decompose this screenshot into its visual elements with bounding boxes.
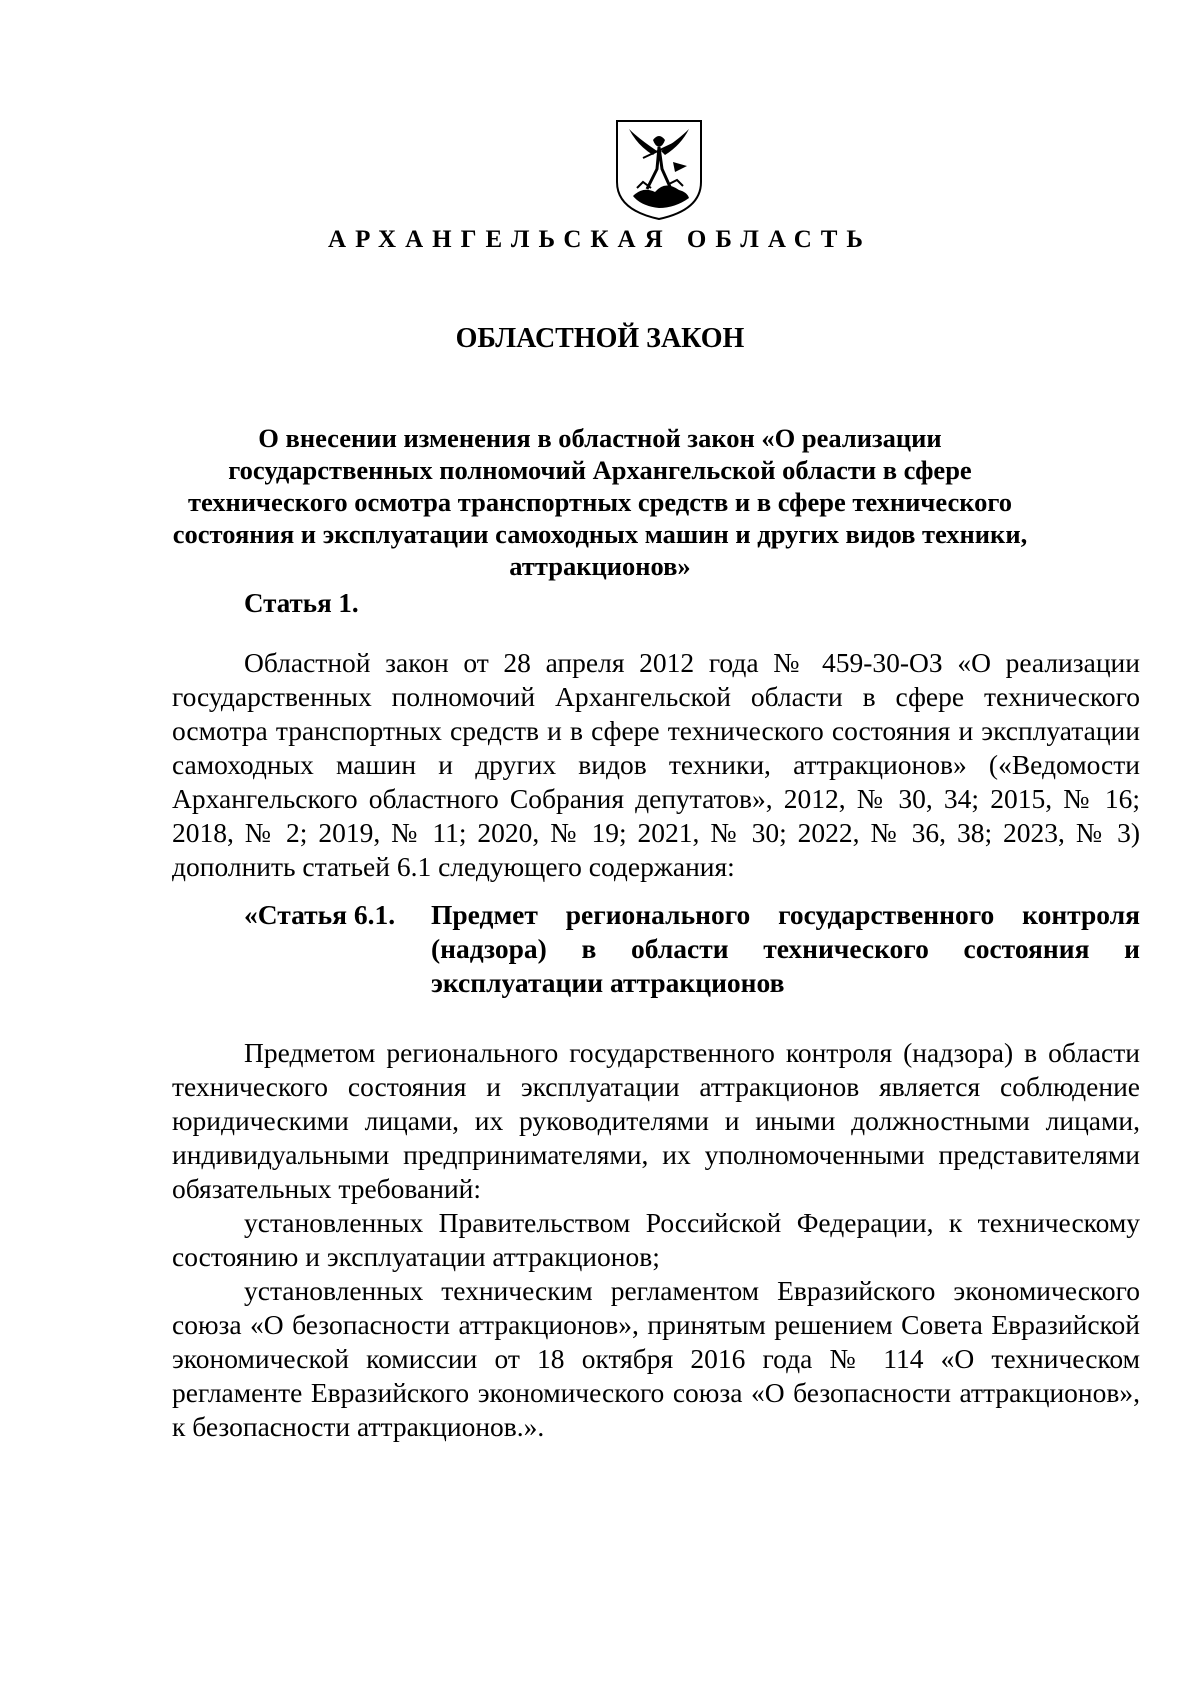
- new-article-title: Предмет регионального государственного контроля (надзора) в области технического состояния и эксплуатации аттракционов: [431, 899, 1140, 998]
- archangel-coat-of-arms-icon: [613, 118, 705, 222]
- new-article-paragraph: установленных техническим регламентом Евразийского экономического союза «О безопасности аттракционов», принятым решением Совета Евразийской экономической комиссии от 18 октября 2016 года № 114 «О техническом регламенте Евразийского экономического союза «О безопасности аттракционов», к безопасности аттракционов.».: [172, 1275, 1140, 1442]
- document-type: ОБЛАСТНОЙ ЗАКОН: [455, 323, 745, 354]
- new-article-paragraph: Предметом регионального государственного контроля (надзора) в области технического состояния и эксплуатации аттракционов является соблюдение юридическими лицами, их руководителями и иными должностными лицами, индивидуальными предпринимателями, их уполномоченными представителями обязательных требований:: [172, 1037, 1140, 1204]
- new-article-paragraph: установленных Правительством Российской Федерации, к техническому состоянию и эксплуатации аттракционов;: [172, 1207, 1140, 1272]
- article-1-body: [172, 646, 1140, 884]
- new-article-number: «Статья 6.1.: [244, 899, 396, 930]
- region-name: АРХАНГЕЛЬСКАЯ ОБЛАСТЬ: [328, 226, 872, 253]
- article-1-paragraph: Областной закон от 28 апреля 2012 года № 459-30-ОЗ «О реализации государственных полномочий Архангельской области в сфере технического осмотра транспортных средств и в сфере технического состояния и эксплуатации самоходных машин и других видов техники, аттракционов» («Ведомости Архангельского областного Собрания депутатов», 2012, № 30, 34; 2015, № 16; 2018, № 2; 2019, № 11; 2020, № 19; 2021, № 30; 2022, № 36, 38; 2023, № 3) дополнить статьей 6.1 следующего содержания:: [172, 647, 1140, 882]
- article-1-heading: Статья 1.: [244, 588, 359, 618]
- new-article-body: [172, 1036, 1140, 1444]
- document-title: О внесении изменения в областной закон «О реализации государственных полномочий Архангельской области в сфере технического осмотра транспортных средств и в сфере технического состояния и эксплуатации самоходных машин и других видов техники, аттракционов»: [172, 423, 1028, 581]
